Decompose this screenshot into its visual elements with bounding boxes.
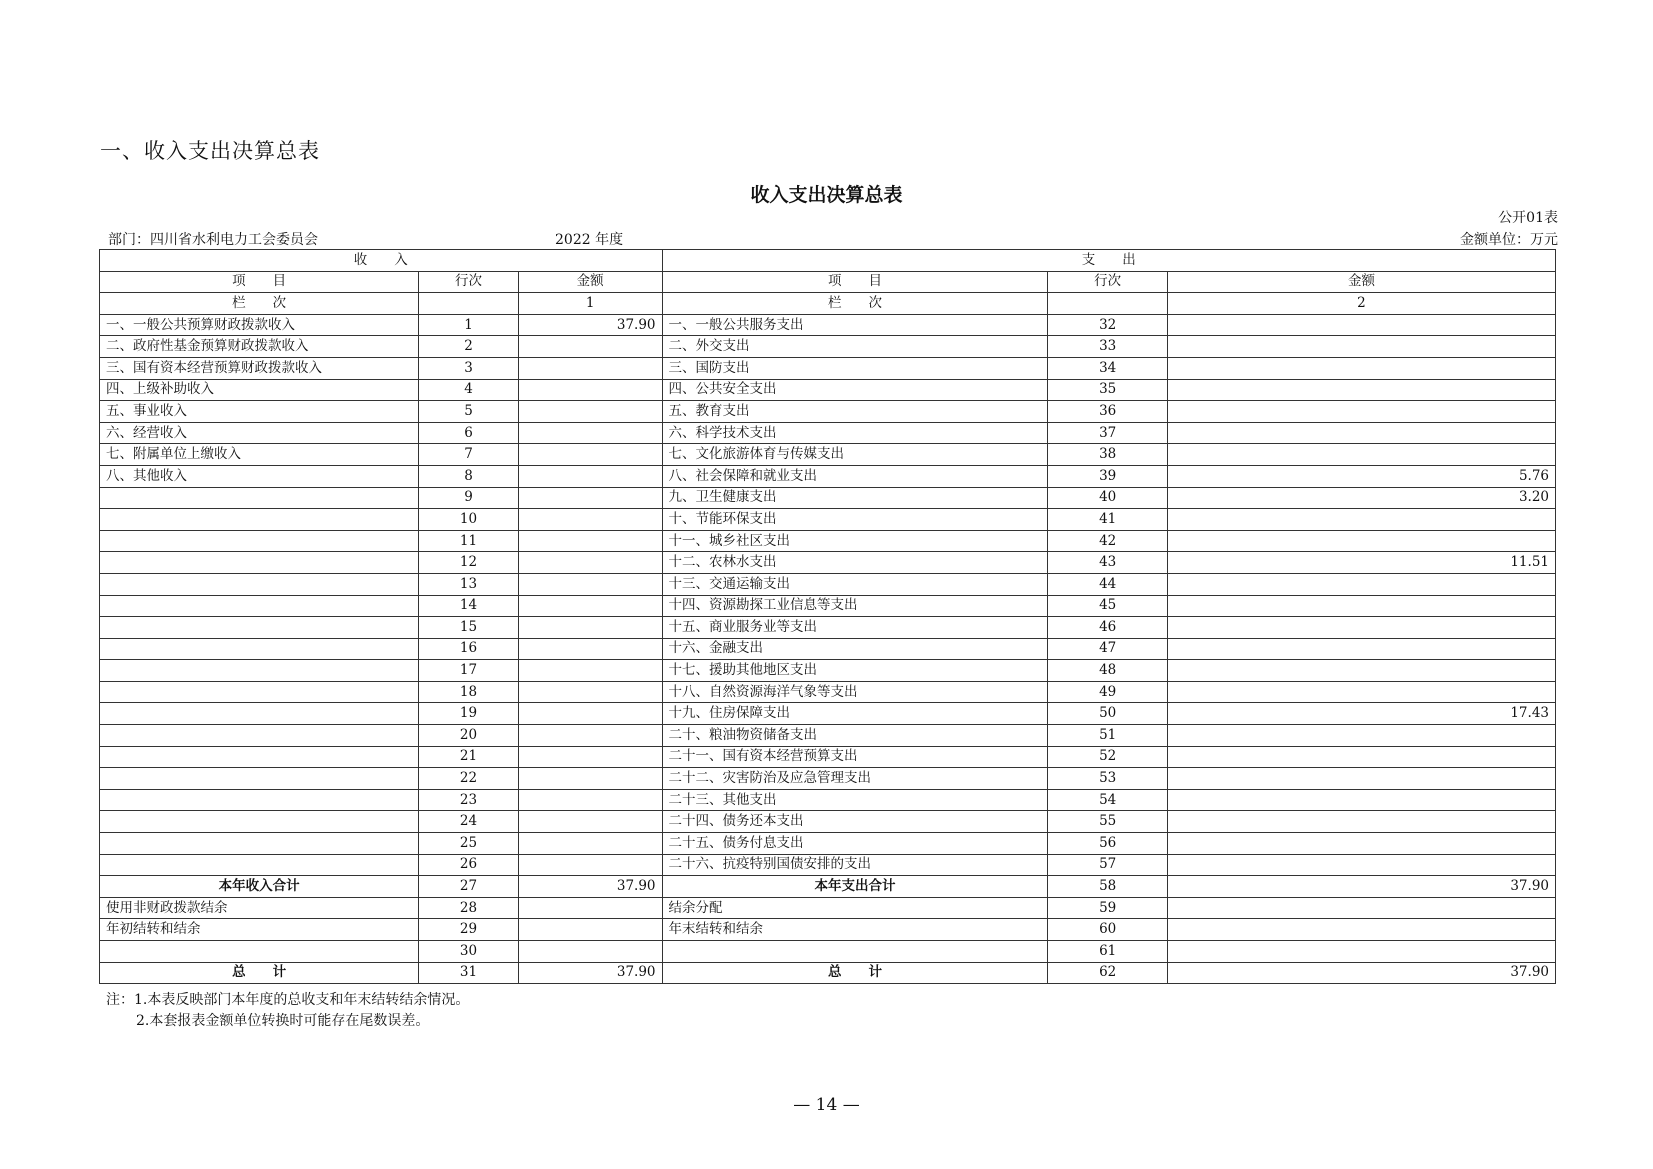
income-amount xyxy=(518,746,662,768)
income-row-no: 1 xyxy=(419,314,518,336)
expense-item: 总 计 xyxy=(662,962,1048,984)
income-item xyxy=(100,573,419,595)
income-amount xyxy=(518,897,662,919)
expense-item: 一、一般公共服务支出 xyxy=(662,314,1048,336)
expense-amount: 37.90 xyxy=(1167,962,1555,984)
income-header: 收 入 xyxy=(100,250,663,272)
expense-amount xyxy=(1167,897,1555,919)
income-item: 年初结转和结余 xyxy=(100,919,419,941)
income-row-no: 15 xyxy=(419,617,518,639)
table-row xyxy=(100,573,1556,595)
expense-header: 支 出 xyxy=(662,250,1555,272)
income-row-no: 25 xyxy=(419,833,518,855)
income-row-no: 26 xyxy=(419,854,518,876)
income-row-no: 31 xyxy=(419,962,518,984)
header-row-columns xyxy=(100,271,1556,293)
income-item-header: 项 目 xyxy=(100,271,419,293)
expense-item: 本年支出合计 xyxy=(662,876,1048,898)
income-item xyxy=(100,530,419,552)
table-row xyxy=(100,660,1556,682)
income-row-no: 13 xyxy=(419,573,518,595)
expense-row-no: 51 xyxy=(1048,725,1167,747)
table-row xyxy=(100,703,1556,725)
table-row xyxy=(100,444,1556,466)
income-item xyxy=(100,941,419,963)
expense-item: 五、教育支出 xyxy=(662,401,1048,423)
expense-amount xyxy=(1167,573,1555,595)
expense-row-no: 36 xyxy=(1048,401,1167,423)
income-amount xyxy=(518,595,662,617)
income-column-label: 栏 次 xyxy=(100,293,419,315)
expense-amount xyxy=(1167,681,1555,703)
expense-item: 三、国防支出 xyxy=(662,357,1048,379)
expense-item: 十六、金融支出 xyxy=(662,638,1048,660)
expense-amount xyxy=(1167,595,1555,617)
income-item: 使用非财政拨款结余 xyxy=(100,897,419,919)
section-title: 一、收入支出决算总表 xyxy=(100,139,320,163)
expense-item: 十九、住房保障支出 xyxy=(662,703,1048,725)
expense-amount xyxy=(1167,444,1555,466)
income-item xyxy=(100,811,419,833)
income-amount xyxy=(518,379,662,401)
income-item xyxy=(100,703,419,725)
expense-row-no-header: 行次 xyxy=(1048,271,1167,293)
income-row-no: 8 xyxy=(419,465,518,487)
income-row-no: 28 xyxy=(419,897,518,919)
expense-amount xyxy=(1167,811,1555,833)
expense-row-no: 55 xyxy=(1048,811,1167,833)
table-row xyxy=(100,509,1556,531)
income-item: 本年收入合计 xyxy=(100,876,419,898)
expense-row-no: 49 xyxy=(1048,681,1167,703)
income-amount xyxy=(518,617,662,639)
expense-item-header: 项 目 xyxy=(662,271,1048,293)
expense-item: 二十、粮油物资储备支出 xyxy=(662,725,1048,747)
form-number: 公开01表 xyxy=(1498,210,1558,226)
expense-row-no: 34 xyxy=(1048,357,1167,379)
expense-row-no: 54 xyxy=(1048,789,1167,811)
table-row xyxy=(100,962,1556,984)
expense-item: 十三、交通运输支出 xyxy=(662,573,1048,595)
note-2: 2.本套报表金额单位转换时可能存在尾数误差。 xyxy=(136,1013,430,1029)
expense-row-no: 38 xyxy=(1048,444,1167,466)
expense-item: 十八、自然资源海洋气象等支出 xyxy=(662,681,1048,703)
expense-column-label: 栏 次 xyxy=(662,293,1048,315)
income-row-no: 19 xyxy=(419,703,518,725)
income-amount-header: 金额 xyxy=(518,271,662,293)
income-amount xyxy=(518,941,662,963)
income-row-no: 27 xyxy=(419,876,518,898)
income-item xyxy=(100,768,419,790)
income-amount xyxy=(518,789,662,811)
income-expense-table xyxy=(99,249,1556,984)
expense-row-no: 45 xyxy=(1048,595,1167,617)
expense-amount xyxy=(1167,336,1555,358)
income-row-no: 12 xyxy=(419,552,518,574)
income-amount xyxy=(518,833,662,855)
income-item: 七、附属单位上缴收入 xyxy=(100,444,419,466)
income-amount xyxy=(518,725,662,747)
expense-item: 七、文化旅游体育与传媒支出 xyxy=(662,444,1048,466)
expense-item: 八、社会保障和就业支出 xyxy=(662,465,1048,487)
expense-amount: 5.76 xyxy=(1167,465,1555,487)
expense-amount xyxy=(1167,638,1555,660)
expense-row-no: 58 xyxy=(1048,876,1167,898)
income-item: 五、事业收入 xyxy=(100,401,419,423)
expense-item: 十五、商业服务业等支出 xyxy=(662,617,1048,639)
expense-amount xyxy=(1167,941,1555,963)
expense-row-no: 33 xyxy=(1048,336,1167,358)
expense-item: 十七、援助其他地区支出 xyxy=(662,660,1048,682)
table-row xyxy=(100,897,1556,919)
income-row-no: 21 xyxy=(419,746,518,768)
table-row xyxy=(100,336,1556,358)
expense-amount: 11.51 xyxy=(1167,552,1555,574)
income-amount: 37.90 xyxy=(518,314,662,336)
income-column-index: 1 xyxy=(518,293,662,315)
income-item xyxy=(100,595,419,617)
expense-item: 二十二、灾害防治及应急管理支出 xyxy=(662,768,1048,790)
expense-amount xyxy=(1167,833,1555,855)
expense-amount: 3.20 xyxy=(1167,487,1555,509)
expense-item xyxy=(662,941,1048,963)
page-number: — 14 — xyxy=(793,1095,860,1115)
income-amount xyxy=(518,336,662,358)
expense-item: 十二、农林水支出 xyxy=(662,552,1048,574)
income-row-no: 18 xyxy=(419,681,518,703)
income-row-no: 3 xyxy=(419,357,518,379)
table-row xyxy=(100,833,1556,855)
expense-row-no: 52 xyxy=(1048,746,1167,768)
amount-unit: 金额单位：万元 xyxy=(1460,232,1558,248)
expense-amount: 17.43 xyxy=(1167,703,1555,725)
income-item xyxy=(100,509,419,531)
income-amount xyxy=(518,854,662,876)
expense-item: 九、卫生健康支出 xyxy=(662,487,1048,509)
expense-amount xyxy=(1167,919,1555,941)
income-item xyxy=(100,833,419,855)
expense-row-no: 60 xyxy=(1048,919,1167,941)
expense-amount xyxy=(1167,530,1555,552)
income-amount xyxy=(518,919,662,941)
expense-row-no: 62 xyxy=(1048,962,1167,984)
income-row-no: 16 xyxy=(419,638,518,660)
table-row xyxy=(100,768,1556,790)
income-item: 四、上级补助收入 xyxy=(100,379,419,401)
expense-amount xyxy=(1167,725,1555,747)
income-item xyxy=(100,660,419,682)
income-row-no: 2 xyxy=(419,336,518,358)
income-amount xyxy=(518,660,662,682)
table-row xyxy=(100,357,1556,379)
income-item: 三、国有资本经营预算财政拨款收入 xyxy=(100,357,419,379)
expense-item: 二、外交支出 xyxy=(662,336,1048,358)
table-row xyxy=(100,854,1556,876)
note-1: 注：1.本表反映部门本年度的总收支和年末结转结余情况。 xyxy=(106,992,470,1008)
expense-item: 六、科学技术支出 xyxy=(662,422,1048,444)
income-column-blank xyxy=(419,293,518,315)
income-item xyxy=(100,681,419,703)
income-item xyxy=(100,487,419,509)
income-row-no: 4 xyxy=(419,379,518,401)
department-label: 部门：四川省水利电力工会委员会 xyxy=(108,232,318,248)
table-row xyxy=(100,617,1556,639)
income-amount xyxy=(518,681,662,703)
income-row-no: 11 xyxy=(419,530,518,552)
expense-amount-header: 金额 xyxy=(1167,271,1555,293)
income-row-no: 6 xyxy=(419,422,518,444)
income-item: 八、其他收入 xyxy=(100,465,419,487)
income-item xyxy=(100,725,419,747)
income-amount xyxy=(518,552,662,574)
income-item xyxy=(100,552,419,574)
income-item xyxy=(100,854,419,876)
table-row xyxy=(100,811,1556,833)
expense-row-no: 47 xyxy=(1048,638,1167,660)
expense-item: 四、公共安全支出 xyxy=(662,379,1048,401)
expense-row-no: 32 xyxy=(1048,314,1167,336)
expense-amount xyxy=(1167,422,1555,444)
income-item: 二、政府性基金预算财政拨款收入 xyxy=(100,336,419,358)
income-item xyxy=(100,617,419,639)
expense-column-blank xyxy=(1048,293,1167,315)
income-row-no: 22 xyxy=(419,768,518,790)
expense-row-no: 61 xyxy=(1048,941,1167,963)
table-row xyxy=(100,422,1556,444)
income-amount xyxy=(518,768,662,790)
notes xyxy=(106,990,469,1032)
table-row xyxy=(100,530,1556,552)
table-row xyxy=(100,681,1556,703)
table-row xyxy=(100,314,1556,336)
table-title: 收入支出决算总表 xyxy=(750,184,903,206)
expense-row-no: 42 xyxy=(1048,530,1167,552)
expense-row-no: 44 xyxy=(1048,573,1167,595)
expense-amount xyxy=(1167,854,1555,876)
income-amount xyxy=(518,357,662,379)
income-row-no: 9 xyxy=(419,487,518,509)
income-amount xyxy=(518,703,662,725)
table-row xyxy=(100,876,1556,898)
income-item: 总 计 xyxy=(100,962,419,984)
expense-amount xyxy=(1167,401,1555,423)
expense-row-no: 57 xyxy=(1048,854,1167,876)
expense-amount: 37.90 xyxy=(1167,876,1555,898)
table-row xyxy=(100,465,1556,487)
income-row-no: 14 xyxy=(419,595,518,617)
income-row-no: 24 xyxy=(419,811,518,833)
expense-item: 二十一、国有资本经营预算支出 xyxy=(662,746,1048,768)
expense-item: 年末结转和结余 xyxy=(662,919,1048,941)
table-row xyxy=(100,487,1556,509)
income-amount: 37.90 xyxy=(518,962,662,984)
expense-row-no: 41 xyxy=(1048,509,1167,531)
expense-amount xyxy=(1167,789,1555,811)
expense-item: 十四、资源勘探工业信息等支出 xyxy=(662,595,1048,617)
expense-row-no: 59 xyxy=(1048,897,1167,919)
expense-row-no: 53 xyxy=(1048,768,1167,790)
income-amount xyxy=(518,465,662,487)
expense-row-no: 46 xyxy=(1048,617,1167,639)
expense-amount xyxy=(1167,357,1555,379)
income-row-no: 29 xyxy=(419,919,518,941)
expense-row-no: 37 xyxy=(1048,422,1167,444)
income-amount xyxy=(518,638,662,660)
income-amount xyxy=(518,487,662,509)
table-row xyxy=(100,789,1556,811)
table-row xyxy=(100,919,1556,941)
expense-row-no: 39 xyxy=(1048,465,1167,487)
income-row-no: 10 xyxy=(419,509,518,531)
table-row xyxy=(100,595,1556,617)
income-amount xyxy=(518,509,662,531)
expense-row-no: 35 xyxy=(1048,379,1167,401)
income-item xyxy=(100,746,419,768)
income-item xyxy=(100,789,419,811)
income-row-no: 5 xyxy=(419,401,518,423)
fiscal-year: 2022 年度 xyxy=(555,232,624,248)
expense-amount xyxy=(1167,660,1555,682)
expense-row-no: 56 xyxy=(1048,833,1167,855)
expense-row-no: 40 xyxy=(1048,487,1167,509)
income-amount xyxy=(518,573,662,595)
income-amount xyxy=(518,422,662,444)
expense-row-no: 50 xyxy=(1048,703,1167,725)
income-row-no: 30 xyxy=(419,941,518,963)
income-item: 一、一般公共预算财政拨款收入 xyxy=(100,314,419,336)
expense-amount xyxy=(1167,617,1555,639)
expense-row-no: 43 xyxy=(1048,552,1167,574)
income-row-no: 17 xyxy=(419,660,518,682)
table-row xyxy=(100,941,1556,963)
table-row xyxy=(100,638,1556,660)
header-row-column-index xyxy=(100,293,1556,315)
expense-amount xyxy=(1167,768,1555,790)
income-row-no-header: 行次 xyxy=(419,271,518,293)
expense-row-no: 48 xyxy=(1048,660,1167,682)
income-amount xyxy=(518,811,662,833)
income-amount xyxy=(518,530,662,552)
table-row xyxy=(100,401,1556,423)
income-row-no: 23 xyxy=(419,789,518,811)
income-amount xyxy=(518,401,662,423)
expense-item: 二十四、债务还本支出 xyxy=(662,811,1048,833)
income-amount: 37.90 xyxy=(518,876,662,898)
table-row xyxy=(100,725,1556,747)
table-row xyxy=(100,552,1556,574)
expense-item: 二十六、抗疫特别国债安排的支出 xyxy=(662,854,1048,876)
income-row-no: 20 xyxy=(419,725,518,747)
income-row-no: 7 xyxy=(419,444,518,466)
expense-item: 十、节能环保支出 xyxy=(662,509,1048,531)
table-row xyxy=(100,746,1556,768)
expense-item: 二十五、债务付息支出 xyxy=(662,833,1048,855)
table-row xyxy=(100,379,1556,401)
expense-item: 二十三、其他支出 xyxy=(662,789,1048,811)
expense-item: 结余分配 xyxy=(662,897,1048,919)
income-item: 六、经营收入 xyxy=(100,422,419,444)
income-item xyxy=(100,638,419,660)
expense-amount xyxy=(1167,314,1555,336)
expense-item: 十一、城乡社区支出 xyxy=(662,530,1048,552)
expense-amount xyxy=(1167,379,1555,401)
income-amount xyxy=(518,444,662,466)
header-row-sections xyxy=(100,250,1556,272)
expense-amount xyxy=(1167,746,1555,768)
expense-column-index: 2 xyxy=(1167,293,1555,315)
expense-amount xyxy=(1167,509,1555,531)
